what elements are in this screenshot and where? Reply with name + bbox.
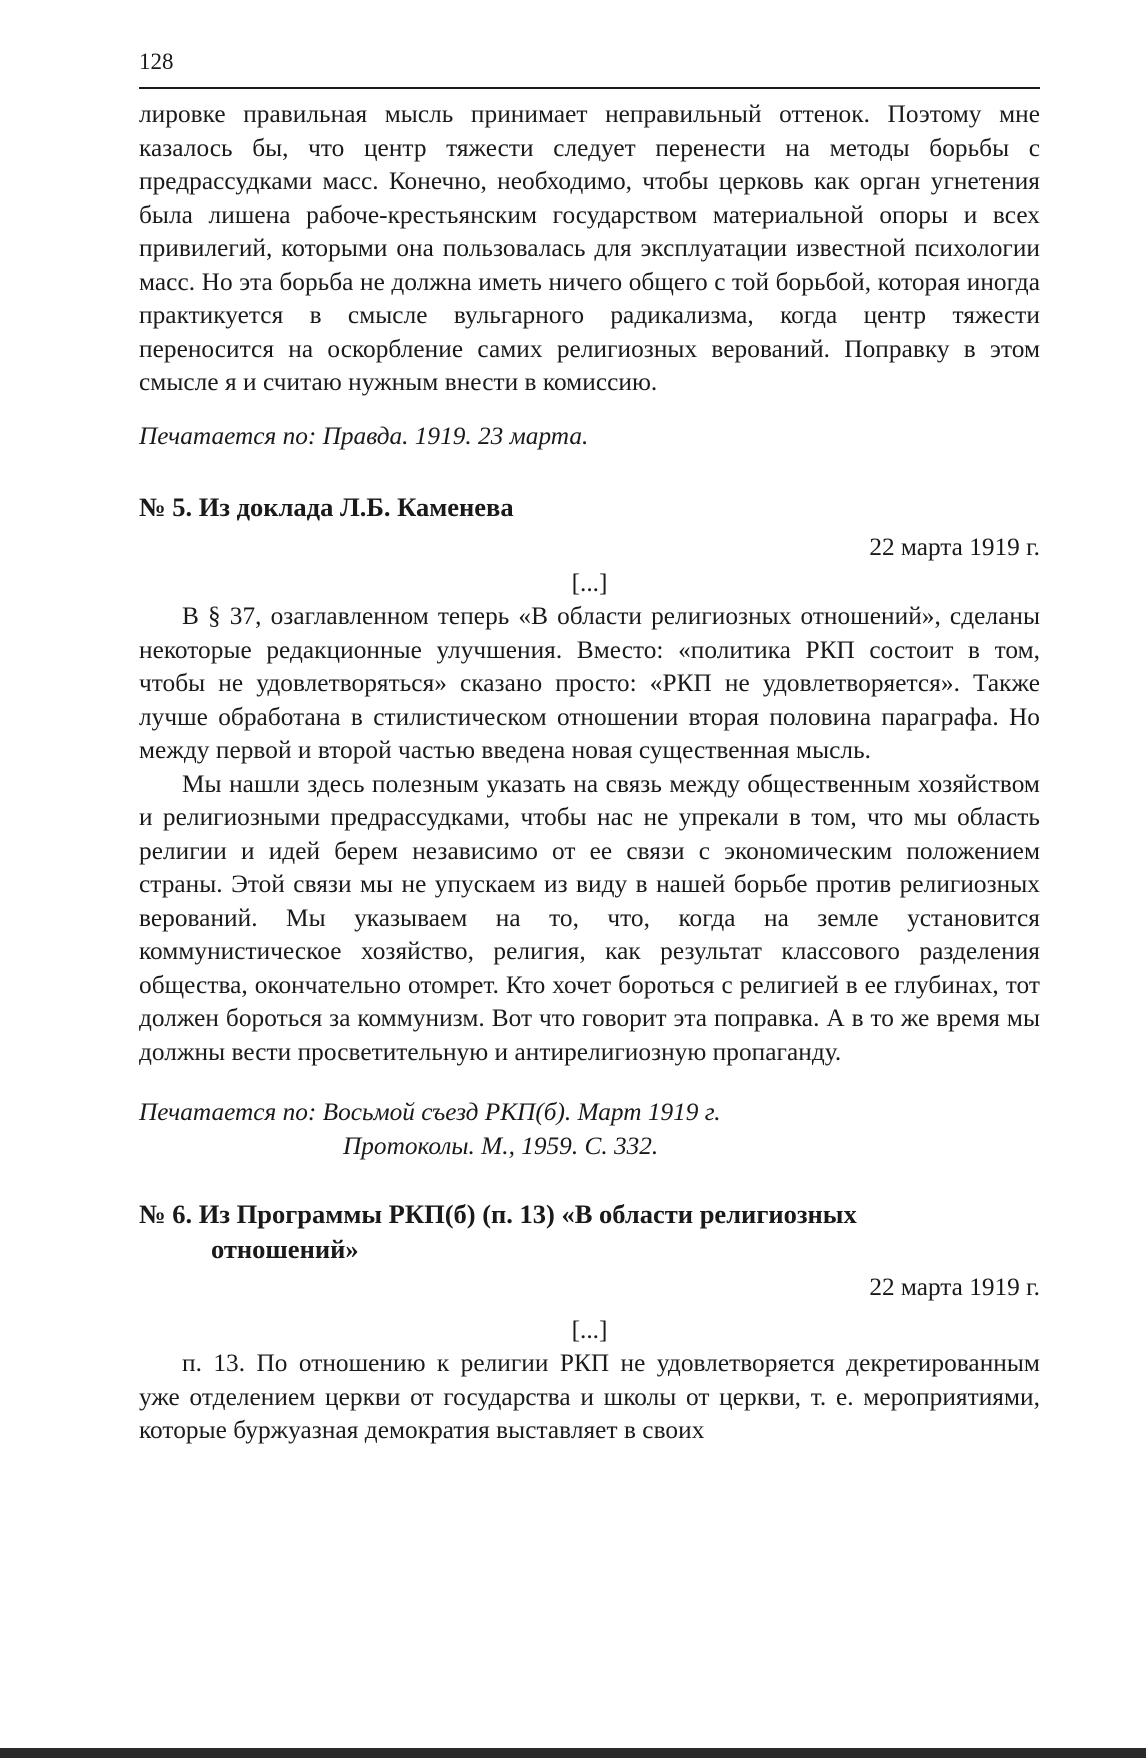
doc6-paragraph: п. 13. По отношению к религии РКП не удовлетворяется декретированным уже отделением церкви от государства и школы от церкви, т. е. мероприятиями, которые буржуазная демократия выставляет в своих — [139, 1349, 1040, 1444]
header-rule — [139, 87, 1040, 89]
doc5-date: 22 марта 1919 г. — [869, 533, 1040, 561]
doc5-paragraph-1: В § 37, озаглавленном теперь «В области религиозных отношений», сделаны некоторые редакционные улучшения. Вместо: «политика РКП состоит в том, чтобы не удовлетворяться» сказано просто: «РКП не удовлетворяется». Также лучше обработана в стилистическом отношении вторая половина параграфа. Но между первой и второй частью введена новая существенная мысль. — [139, 602, 1040, 764]
doc5-omission: [...] — [571, 569, 608, 597]
source-note-2 — [139, 1096, 1040, 1163]
document-6 — [139, 1197, 1040, 1448]
document-5 — [139, 490, 1040, 1069]
source-note-2-line-1: Печатается по: Восьмой съезд РКП(б). Март 1919 г. — [139, 1098, 721, 1126]
doc6-heading-line-2: отношений» — [211, 1234, 359, 1264]
page-number: 128 — [139, 49, 174, 74]
continuation-paragraph — [139, 98, 1040, 400]
doc5-paragraph-2: Мы нашли здесь полезным указать на связь между общественным хозяйством и религиозными предрассудками, чтобы нас не упрекали в том, что мы область религии и идей берем независимо от ее связи с экономическим положением страны. Этой связи мы не упускаем из виду в нашей борьбе против религиозных верований. Мы указываем на то, что, когда на земле установится коммунистическое хозяйство, религия, как результат классового разделения общества, окончательно отомрет. Кто хочет бороться с религией в ее глубинах, тот должен бороться за коммунизм. Вот что говорит эта поправка. А в то же время мы должны вести просветительную и антирелигиозную пропаганду. — [139, 769, 1040, 1066]
source-note-2-line-2: Протоколы. М., 1959. С. 332. — [343, 1131, 659, 1160]
doc6-heading — [139, 1197, 1040, 1267]
doc6-date: 22 марта 1919 г. — [869, 1273, 1040, 1301]
doc6-heading-line-1: № 6. Из Программы РКП(б) (п. 13) «В области религиозных — [139, 1199, 857, 1229]
doc6-omission: [...] — [571, 1316, 608, 1344]
source-note-1: Печатается по: Правда. 1919. 23 марта. — [139, 422, 589, 450]
paragraph-text: лировке правильная мысль принимает неправильный оттенок. Поэтому мне казалось бы, что центр тяжести следует перенести на методы борьбы с предрассудками масс. Конечно, необходимо, чтобы церковь как орган угнетения была лишена рабоче-крестьянским государством материальной опоры и всех привилегий, которыми она пользовалась для эксплуатации известной психологии масс. Но эта борьба не должна иметь ничего общего с той борьбой, которая иногда практикуется в смысле вульгарного радикализма, когда центр тяжести переносится на оскорбление самих религиозных верований. Поправку в этом смысле я и считаю нужным внести в комиссию. — [139, 100, 1040, 396]
scan-edge-bar — [0, 1748, 1146, 1758]
doc5-heading: № 5. Из доклада Л.Б. Каменева — [139, 492, 514, 522]
